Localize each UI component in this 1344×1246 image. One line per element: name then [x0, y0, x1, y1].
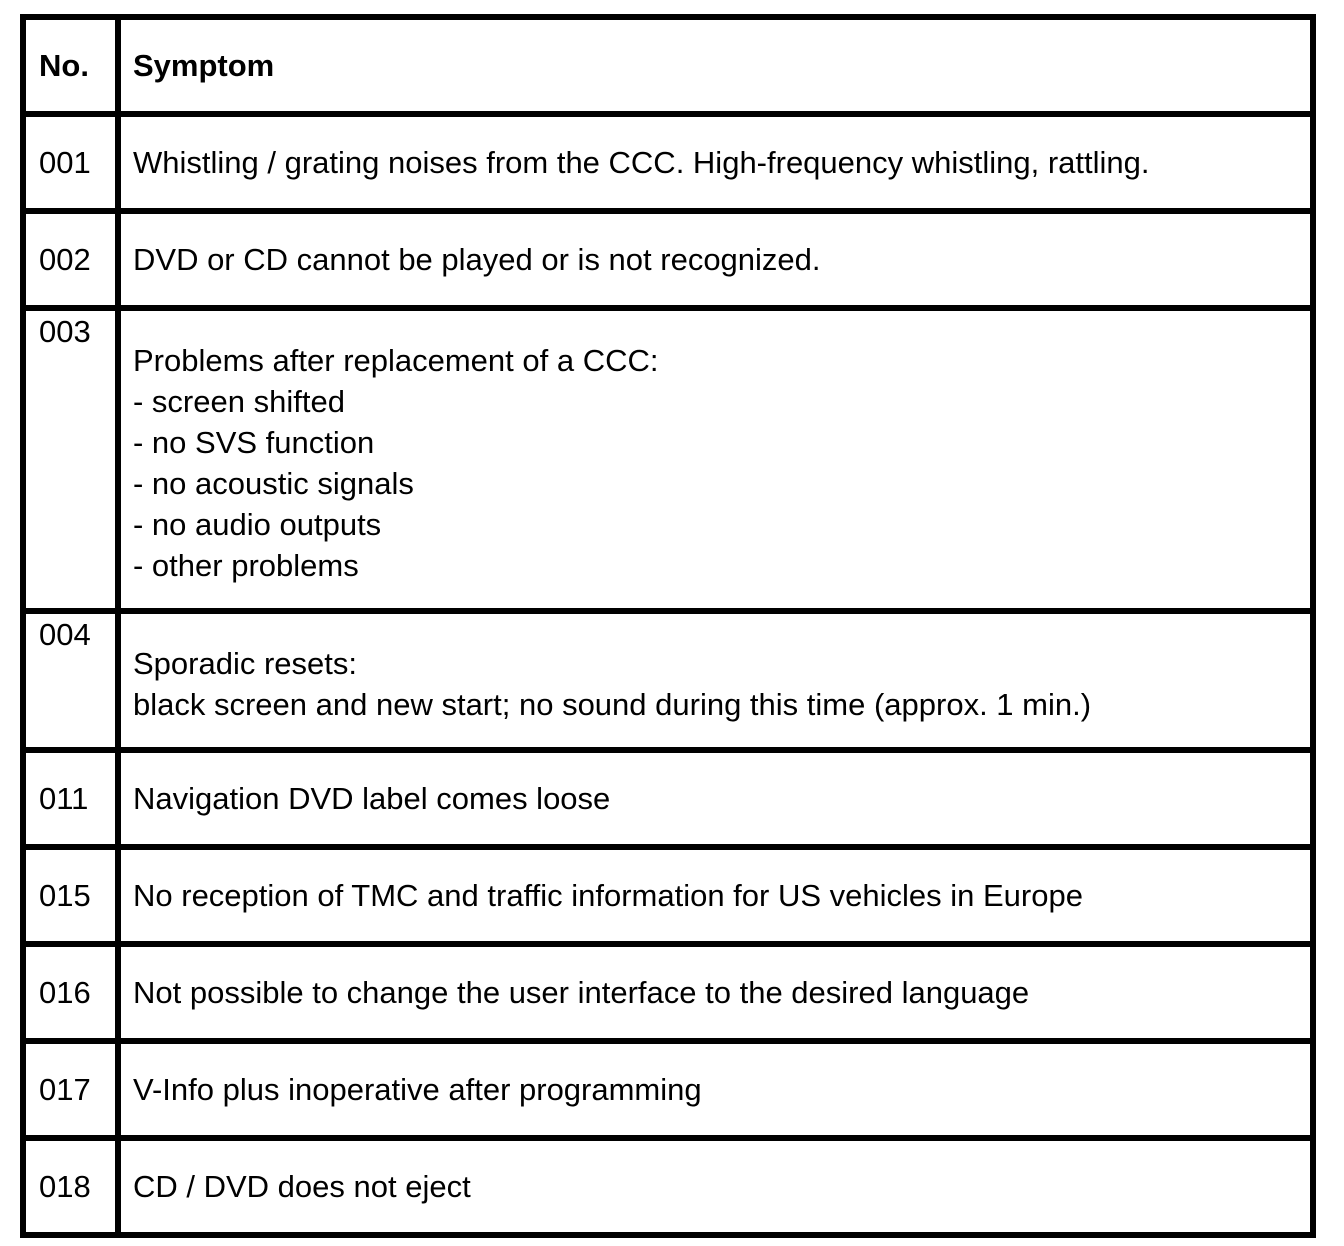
symptom-line: - screen shifted — [133, 384, 345, 419]
symptom-text — [118, 847, 1313, 944]
row-number: 002 — [23, 211, 118, 308]
row-number: 004 — [23, 611, 118, 750]
symptom-line: V-Info plus inoperative after programming — [133, 1072, 702, 1107]
symptom-table — [20, 14, 1316, 1238]
symptom-text — [118, 1138, 1313, 1235]
symptom-line: Not possible to change the user interface to the desired language — [133, 975, 1030, 1010]
symptom-text — [118, 114, 1313, 211]
symptom-text — [118, 750, 1313, 847]
row-number: 015 — [23, 847, 118, 944]
row-number: 017 — [23, 1041, 118, 1138]
symptom-line: Whistling / grating noises from the CCC. High-frequency whistling, rattling. — [133, 145, 1150, 180]
header-symptom: Symptom — [118, 17, 1313, 114]
symptom-line: black screen and new start; no sound during this time (approx. 1 min.) — [133, 687, 1092, 722]
header-no: No. — [23, 17, 118, 114]
symptom-line: - no audio outputs — [133, 507, 382, 542]
row-number: 018 — [23, 1138, 118, 1235]
symptom-line: Problems after replacement of a CCC: — [133, 343, 659, 378]
symptom-line: DVD or CD cannot be played or is not recognized. — [133, 242, 821, 277]
table-row — [23, 847, 1313, 944]
symptom-text — [118, 1041, 1313, 1138]
symptom-text — [118, 211, 1313, 308]
symptom-text — [118, 611, 1313, 750]
table-row — [23, 1138, 1313, 1235]
symptom-line: - no acoustic signals — [133, 466, 414, 501]
symptom-line: CD / DVD does not eject — [133, 1169, 471, 1204]
symptom-text — [118, 944, 1313, 1041]
row-number: 011 — [23, 750, 118, 847]
table-row — [23, 211, 1313, 308]
table-row — [23, 1041, 1313, 1138]
symptom-line: - other problems — [133, 548, 359, 583]
row-number: 001 — [23, 114, 118, 211]
symptom-line: No reception of TMC and traffic information for US vehicles in Europe — [133, 878, 1083, 913]
table-row — [23, 308, 1313, 611]
symptom-text — [118, 308, 1313, 611]
symptom-line: Sporadic resets: — [133, 646, 357, 681]
table-row — [23, 611, 1313, 750]
table-header-row — [23, 17, 1313, 114]
row-number: 003 — [23, 308, 118, 611]
symptom-line: - no SVS function — [133, 425, 375, 460]
symptom-line: Navigation DVD label comes loose — [133, 781, 611, 816]
table-row — [23, 750, 1313, 847]
table-row — [23, 114, 1313, 211]
table-row — [23, 944, 1313, 1041]
row-number: 016 — [23, 944, 118, 1041]
